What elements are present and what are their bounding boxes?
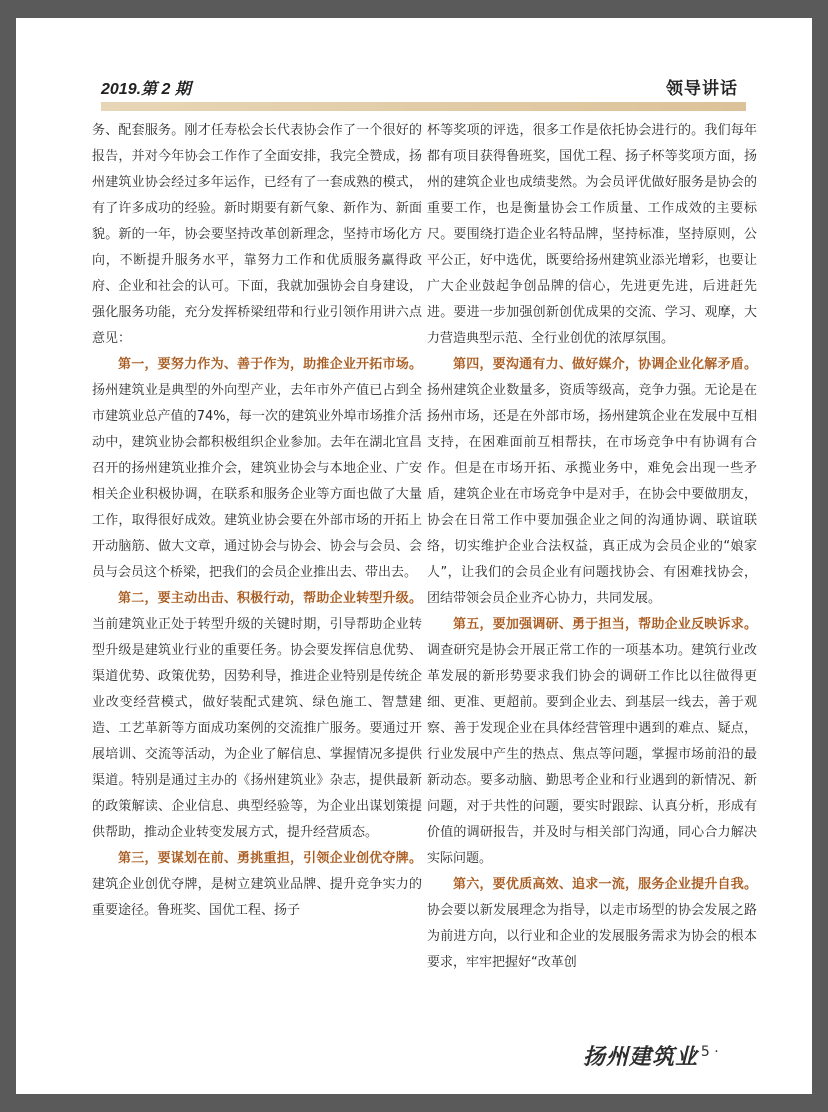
paragraph: [427, 352, 757, 612]
paragraph-text: 协会要以新发展理念为指导，以走市场型的协会发展之路为前进方向，以行业和企业的发展服务需求为协会的根本要求，牢牢把握好“改革创: [427, 903, 757, 970]
paragraph: 务、配套服务。刚才任寿松会长代表协会作了一个很好的报告，并对今年协会工作作了全面安排，我完全赞成，扬州建筑业协会经过多年运作，已经有了一套成熟的模式，有了许多成功的经验。新时期要有新气象、新作为、新面貌。新的一年，协会要坚持改革创新理念，坚持市场化方向，不断提升服务水平，靠努力工作和优质服务赢得政府、企业和社会的认可。下面，我就加强协会自身建设，强化服务功能，充分发挥桥梁纽带和行业引领作用讲六点意见：: [92, 123, 422, 346]
paragraph: [427, 612, 757, 872]
point-heading: 第六，要优质高效、追求一流，服务企业提升自我。: [453, 877, 757, 892]
point-heading: 第一，要努力作为、善于作为，助推企业开拓市场。: [118, 357, 422, 372]
paragraph-text: 当前建筑业正处于转型升级的关键时期，引导帮助企业转型升级是建筑业行业的重要任务。协会要发挥信息优势、渠道优势、政策优势，因势利导，推进企业特别是传统企业改变经营模式，做好装配式建筑、绿色施工、智慧建造、工艺革新等方面成功案例的交流推广服务。要通过开展培训、交流等活动，为企业了解信息、掌握情况多提供渠道。特别是通过主办的《扬州建筑业》杂志，提供最新的政策解读、企业信息、典型经验等，为企业出谋划策提供帮助，推动企业转变发展方式，提升经营质态。: [92, 617, 422, 840]
paragraph-text: 扬州建筑业是典型的外向型产业，去年市外产值已占到全市建筑业总产值的74%，每一次的建筑业外埠市场推介活动中，建筑业协会都积极组织企业参加。去年在湖北宜昌召开的扬州建筑业推介会，建筑业协会与本地企业、广安相关企业积极协调，在联系和服务企业等方面也做了大量工作，取得很好成效。建筑业协会要在外部市场的开拓上开动脑筋、做大文章，通过协会与协会、协会与会员、会员与会员这个桥梁，把我们的会员企业推出去、带出去。: [92, 383, 422, 580]
paragraph: 杯等奖项的评选，很多工作是依托协会进行的。我们每年都有项目获得鲁班奖，国优工程、扬子杯等奖项方面，扬州的建筑企业也成绩斐然。为会员评优做好服务是协会的重要工作，也是衡量协会工作质量、工作成效的主要标尺。要围绕打造企业名特品牌，坚持标准，坚持原则，公平公正，好中选优，既要给扬州建筑业添光增彩，也要让广大企业鼓起争创品牌的信心，先进更先进，后进赶先进。要进一步加强创新创优成果的交流、学习、观摩，大力营造典型示范、全行业创优的浓厚氛围。: [427, 123, 757, 346]
page-header: [101, 76, 746, 112]
right-column: [427, 118, 757, 976]
point-heading: 第五，要加强调研、勇于担当，帮助企业反映诉求。: [453, 617, 757, 632]
paragraph: [427, 872, 757, 976]
point-heading: 第三，要谋划在前、勇挑重担，引领企业创优夺牌。: [118, 851, 422, 866]
paragraph-text: 调查研究是协会开展正常工作的一项基本功。建筑行业改革发展的新形势要求我们协会的调研工作比以往做得更细、更准、更超前。要到企业去、到基层一线去，善于观察、善于发现企业在具体经营管理中遇到的难点、疑点，行业发展中产生的热点、焦点等问题，掌握市场前沿的最新动态。要多动脑、勤思考企业和行业遇到的新情况、新问题，对于共性的问题，要实时跟踪、认真分析，形成有价值的调研报告，并及时与相关部门沟通，同心合力解决实际问题。: [427, 643, 757, 866]
magazine-logo: 扬州建筑业: [583, 1044, 699, 1070]
point-heading: 第四，要沟通有力、做好媒介，协调企业化解矛盾。: [453, 357, 757, 372]
point-heading: 第二，要主动出击、积极行动，帮助企业转型升级。: [118, 591, 422, 606]
section-title: 领导讲话: [666, 79, 738, 99]
paragraph-text: 扬州建筑企业数量多，资质等级高，竞争力强。无论是在扬州市场，还是在外部市场，扬州建筑企业在发展中互相支持，在困难面前互相帮扶，在市场竞争中有协调有合作。但是在市场开拓、承揽业务中，难免会出现一些矛盾，建筑企业在市场竞争中是对手，在协会中要做朋友，协会在日常工作中要加强企业之间的沟通协调、联谊联络，切实维护企业合法权益，真正成为会员企业的“娘家人”，让我们的会员企业有问题找协会、有困难找协会，团结带领会员企业齐心协力，共同发展。: [427, 383, 757, 606]
paragraph-text: 建筑企业创优夺牌，是树立建筑业品牌、提升竞争实力的重要途径。鲁班奖、国优工程、扬子: [92, 877, 422, 918]
header-rule: [101, 102, 746, 111]
paragraph: [92, 352, 422, 586]
left-column: [92, 118, 422, 924]
magazine-page: [16, 18, 812, 1094]
paragraph: [92, 586, 422, 846]
paragraph: [92, 846, 422, 924]
page-number: · 5 ·: [692, 1044, 719, 1060]
issue-number: 2019.第 2 期: [101, 81, 191, 98]
